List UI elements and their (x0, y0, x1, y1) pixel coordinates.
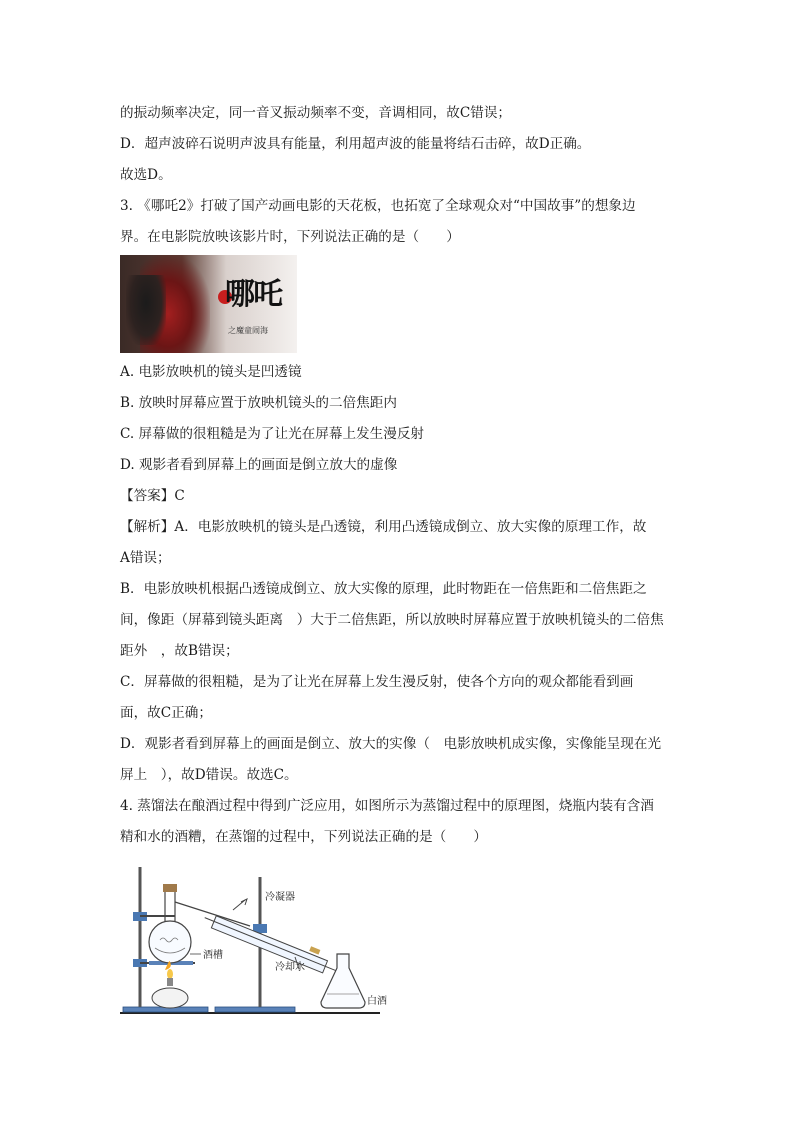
option-a: A. 电影放映机的镜头是凹透镜 (120, 364, 302, 380)
movie-poster-image (120, 255, 297, 353)
option-c: C. 屏幕做的很粗糙是为了让光在屏幕上发生漫反射 (120, 426, 425, 442)
line-1: 的振动频率决定，同一音叉振动频率不变，音调相同，故C错误； (120, 105, 512, 121)
option-b: B. 放映时屏幕应置于放映机镜头的二倍焦距内 (120, 395, 397, 411)
analysis-3: B．电影放映机根据凸透镜成倒立、放大实像的原理，此时物距在一倍焦距和二倍焦距之 (120, 581, 647, 597)
poster-character (126, 275, 166, 345)
analysis-7: 面，故C正确； (120, 705, 212, 721)
distillation-apparatus-diagram (115, 862, 405, 1022)
analysis-8: D．观影者看到屏幕上的画面是倒立、放大的实像（ 电影放映机成实像，实像能呈现在光 (120, 736, 662, 752)
analysis-9: 屏上 ），故D错误。故选C。 (120, 767, 298, 783)
question-4-stem-1: 4. 蒸馏法在酿酒过程中得到广泛应用，如图所示为蒸馏过程中的原理图，烧瓶内装有含酒 (120, 798, 654, 814)
analysis-4: 间，像距（屏幕到镜头距离 ）大于二倍焦距，所以放映时屏幕应置于放映机镜头的二倍焦 (120, 612, 664, 628)
line-2: D．超声波碎石说明声波具有能量，利用超声波的能量将结石击碎，故D正确。 (120, 136, 591, 152)
label-condenser: 冷凝器 (265, 892, 295, 903)
label-cooling-water: 冷却水 (275, 962, 305, 973)
poster-title: 哪吒 (225, 277, 281, 312)
analysis-1: 【解析】A．电影放映机的镜头是凸透镜，利用凸透镜成倒立、放大实像的原理工作，故 (120, 519, 647, 535)
question-3-stem-1: 3. 《哪吒2》打破了国产动画电影的天花板，也拓宽了全球观众对“中国故事”的想象边 (120, 198, 636, 214)
label-liquor: 白酒 (367, 996, 387, 1007)
answer: 【答案】C (120, 488, 185, 504)
option-d: D. 观影者看到屏幕上的画面是倒立放大的虚像 (120, 457, 398, 473)
question-4-stem-2: 精和水的酒糟，在蒸馏的过程中，下列说法正确的是（ ） (120, 829, 488, 845)
label-mash: 酒槽 (203, 950, 223, 961)
analysis-5: 距外 ，故B错误； (120, 643, 239, 659)
analysis-2: A错误； (120, 550, 171, 566)
question-3-stem-2: 界。在电影院放映该影片时，下列说法正确的是（ ） (120, 229, 460, 245)
poster-subtitle: 之魔童闹海 (228, 326, 268, 335)
analysis-6: C．屏幕做的很粗糙，是为了让光在屏幕上发生漫反射，使各个方向的观众都能看到画 (120, 674, 634, 690)
line-3: 故选D。 (120, 167, 172, 183)
